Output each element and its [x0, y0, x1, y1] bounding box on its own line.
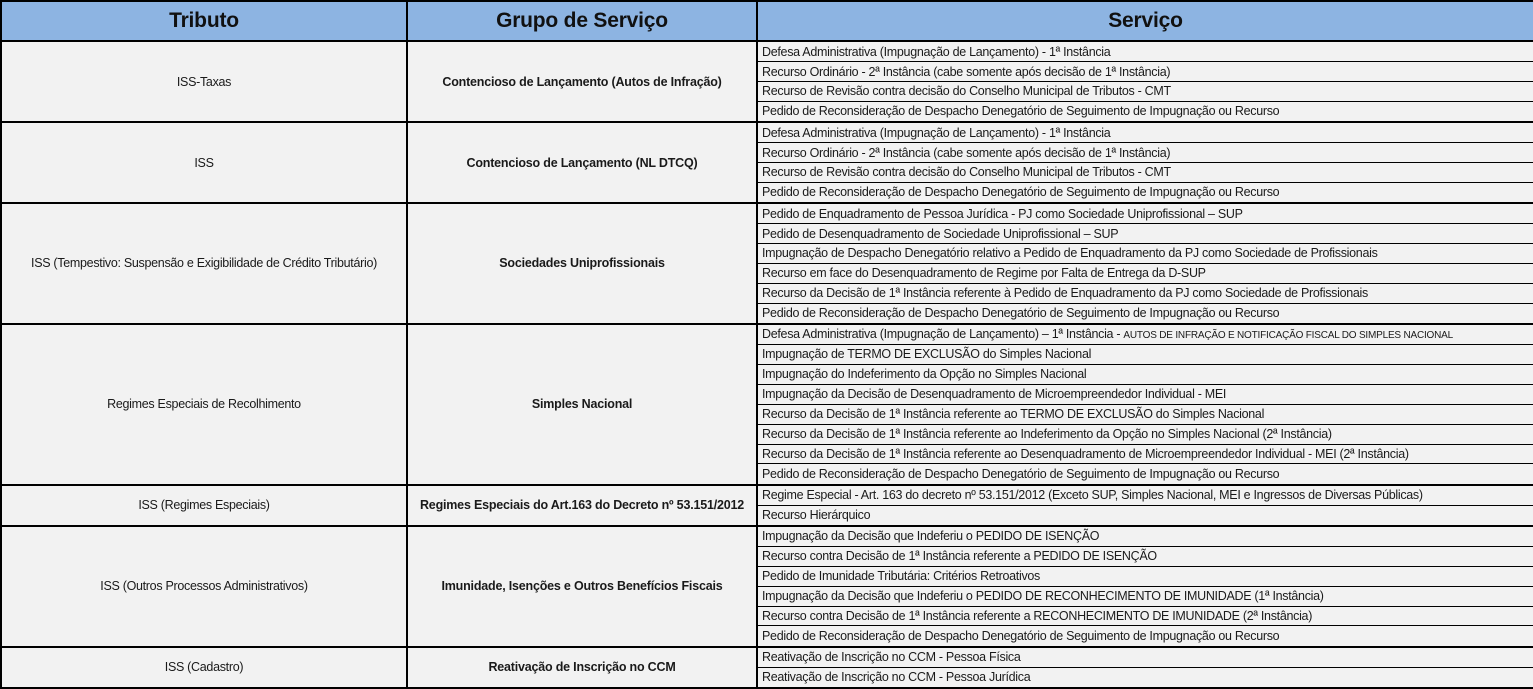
servico-cell: Recurso de Revisão contra decisão do Conselho Municipal de Tributos - CMT	[757, 163, 1533, 183]
servico-cell: Pedido de Imunidade Tributária: Critérios Retroativos	[757, 566, 1533, 586]
servico-cell: Recurso em face do Desenquadramento de Regime por Falta de Entrega da D-SUP	[757, 263, 1533, 283]
servico-cell: Recurso contra Decisão de 1ª Instância referente a RECONHECIMENTO DE IMUNIDADE (2ª Instância)	[757, 606, 1533, 626]
tributo-cell: ISS	[1, 122, 407, 203]
servico-cell: Impugnação de Despacho Denegatório relativo a Pedido de Enquadramento da PJ como Sociedade de Profissionais	[757, 244, 1533, 264]
tributo-cell: ISS (Outros Processos Administrativos)	[1, 526, 407, 647]
tributo-cell: ISS (Cadastro)	[1, 647, 407, 688]
tributo-cell: ISS-Taxas	[1, 41, 407, 122]
servico-cell: Recurso Ordinário - 2ª Instância (cabe somente após decisão de 1ª Instância)	[757, 62, 1533, 82]
service-row	[1, 203, 1533, 224]
tributo-cell: Regimes Especiais de Recolhimento	[1, 324, 407, 485]
servico-cell: Reativação de Inscrição no CCM - Pessoa Física	[757, 647, 1533, 668]
header-tributo: Tributo	[1, 1, 407, 41]
servico-cell: Recurso da Decisão de 1ª Instância referente à Pedido de Enquadramento da PJ como Sociedade de Profissionais	[757, 283, 1533, 303]
servico-cell: Recurso de Revisão contra decisão do Conselho Municipal de Tributos - CMT	[757, 82, 1533, 102]
servico-cell: Defesa Administrativa (Impugnação de Lançamento) - 1ª Instância	[757, 41, 1533, 62]
servico-text: Defesa Administrativa (Impugnação de Lançamento) – 1ª Instância -	[762, 327, 1124, 342]
servico-cell: Pedido de Reconsideração de Despacho Denegatório de Seguimento de Impugnação ou Recurso	[757, 626, 1533, 647]
servico-cell: Impugnação do Indeferimento da Opção no Simples Nacional	[757, 364, 1533, 384]
service-row	[1, 526, 1533, 547]
service-row	[1, 41, 1533, 62]
servico-cell: Recurso da Decisão de 1ª Instância referente ao Desenquadramento de Microempreendedor Individual - MEI (2ª Instância)	[757, 444, 1533, 464]
grupo-cell: Contencioso de Lançamento (Autos de Infração)	[407, 41, 757, 122]
servico-cell: Impugnação da Decisão que Indeferiu o PEDIDO DE RECONHECIMENTO DE IMUNIDADE (1ª Instância)	[757, 586, 1533, 606]
grupo-cell: Imunidade, Isenções e Outros Benefícios Fiscais	[407, 526, 757, 647]
servico-cell: Recurso contra Decisão de 1ª Instância referente a PEDIDO DE ISENÇÃO	[757, 546, 1533, 566]
service-row	[1, 647, 1533, 668]
service-row	[1, 324, 1533, 345]
service-row	[1, 122, 1533, 143]
tributo-cell: ISS (Tempestivo: Suspensão e Exigibilidade de Crédito Tributário)	[1, 203, 407, 324]
servico-cell: Pedido de Reconsideração de Despacho Denegatório de Seguimento de Impugnação ou Recurso	[757, 303, 1533, 324]
servico-cell: Defesa Administrativa (Impugnação de Lançamento) - 1ª Instância	[757, 122, 1533, 143]
servico-cell: Impugnação da Decisão de Desenquadramento de Microempreendedor Individual - MEI	[757, 384, 1533, 404]
grupo-cell: Reativação de Inscrição no CCM	[407, 647, 757, 688]
header-servico: Serviço	[757, 1, 1533, 41]
servico-cell: Pedido de Desenquadramento de Sociedade Uniprofissional – SUP	[757, 224, 1533, 244]
grupo-cell: Sociedades Uniprofissionais	[407, 203, 757, 324]
header-grupo-de-servico: Grupo de Serviço	[407, 1, 757, 41]
tributo-cell: ISS (Regimes Especiais)	[1, 485, 407, 526]
servico-cell: Reativação de Inscrição no CCM - Pessoa Jurídica	[757, 667, 1533, 688]
servico-text-small: AUTOS DE INFRAÇÃO E NOTIFICAÇÃO FISCAL DO SIMPLES NACIONAL	[1123, 330, 1453, 342]
servico-cell: Regime Especial - Art. 163 do decreto nº 53.151/2012 (Exceto SUP, Simples Nacional, MEI e Ingressos de Diversas Públicas)	[757, 485, 1533, 506]
servico-cell: Pedido de Enquadramento de Pessoa Jurídica - PJ como Sociedade Uniprofissional – SUP	[757, 203, 1533, 224]
service-row	[1, 485, 1533, 506]
servico-cell: Pedido de Reconsideração de Despacho Denegatório de Seguimento de Impugnação ou Recurso	[757, 101, 1533, 122]
servico-cell	[757, 324, 1533, 345]
grupo-cell: Contencioso de Lançamento (NL DTCQ)	[407, 122, 757, 203]
servico-cell: Recurso da Decisão de 1ª Instância referente ao Indeferimento da Opção no Simples Nacional (2ª Instância)	[757, 424, 1533, 444]
servico-cell: Pedido de Reconsideração de Despacho Denegatório de Seguimento de Impugnação ou Recurso	[757, 464, 1533, 485]
header-row	[1, 1, 1533, 41]
grupo-cell: Simples Nacional	[407, 324, 757, 485]
servico-cell: Recurso Ordinário - 2ª Instância (cabe somente após decisão de 1ª Instância)	[757, 143, 1533, 163]
grupo-cell: Regimes Especiais do Art.163 do Decreto nº 53.151/2012	[407, 485, 757, 526]
servico-cell: Impugnação da Decisão que Indeferiu o PEDIDO DE ISENÇÃO	[757, 526, 1533, 547]
servico-cell: Recurso Hierárquico	[757, 505, 1533, 526]
servico-cell: Pedido de Reconsideração de Despacho Denegatório de Seguimento de Impugnação ou Recurso	[757, 182, 1533, 203]
servico-cell: Recurso da Decisão de 1ª Instância referente ao TERMO DE EXCLUSÃO do Simples Nacional	[757, 404, 1533, 424]
servico-cell: Impugnação de TERMO DE EXCLUSÃO do Simples Nacional	[757, 344, 1533, 364]
